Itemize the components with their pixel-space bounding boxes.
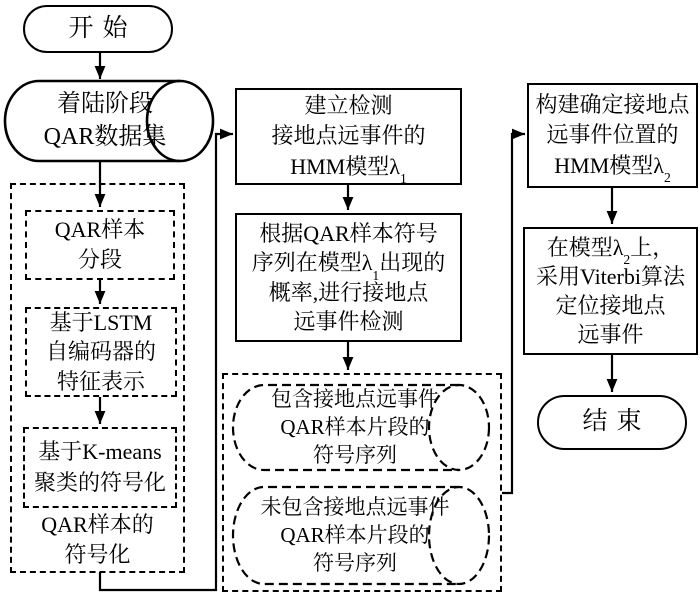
dataset-node [15,88,195,154]
seq-with-line1: 包含接地点远事件 [271,387,439,412]
build-hmm2-line3: HMM模型$\lambda_2$ [554,152,671,185]
kmeans-line1: 基于K-means [38,439,162,465]
viterbi-line4: 远事件 [577,322,644,348]
build-hmm2-node [527,83,698,188]
dataset-line2: QAR数据集 [43,124,167,150]
seq-without-event-node [245,494,465,578]
lambda2-subscript: 2 [623,252,631,268]
lambda2-subscript: 2 [663,169,671,185]
build-hmm1-line1: 建立检测 [304,92,393,118]
lstm-feature-node [25,307,177,397]
symbolization-group-label [12,509,183,571]
lstm-line2: 自编码器的 [45,339,156,365]
kmeans-line2: 聚类的符号化 [33,469,166,495]
detect-line2: 序列在模型$\lambda_1$出现的 [251,250,446,283]
seq-without-line2: QAR样本片段的 [280,523,430,548]
lstm-line3: 特征表示 [56,368,145,394]
build-hmm2-line1: 构建确定接地点 [535,91,690,117]
start-label: 开始 [68,14,137,42]
qar-segment-node [25,210,175,280]
seq-with-line3: 符号序列 [313,442,397,467]
seq-with-event-node [245,387,465,467]
symbolization-label-line2: 符号化 [64,542,131,567]
detect-event-node [235,213,462,342]
detect-line4: 远事件检测 [293,308,404,334]
viterbi-line1: 在模型$\lambda_2$上， [546,234,675,268]
connector-sequences-to-hmm2 [502,134,525,493]
viterbi-locate-node [523,227,698,355]
build-hmm1-node [235,88,462,185]
build-hmm1-line2: 接地点远事件的 [271,123,426,149]
seq-with-line2: QAR样本片段的 [280,415,430,440]
build-hmm2-line2: 远事件位置的 [546,122,679,148]
symbolization-label-line1: QAR样本的 [41,511,154,537]
kmeans-symbolize-node [23,427,177,508]
lambda1-subscript: 1 [372,267,380,283]
detect-line3: 概率,进行接地点 [268,279,429,305]
build-hmm1-line3: HMM模型$\lambda_1$ [290,153,407,186]
qar-segment-line1: QAR样本 [54,216,146,242]
viterbi-line2: 采用Viterbi算法 [536,263,685,289]
viterbi-line3: 定位接地点 [555,293,666,318]
seq-without-line1: 未包含接地点远事件 [260,495,450,520]
end-node [537,395,687,450]
lstm-line1: 基于LSTM [49,310,153,336]
seq-without-line3: 符号序列 [313,550,397,575]
qar-segment-line2: 分段 [77,247,122,272]
dataset-line1: 着陆阶段 [57,90,153,117]
detect-line1: 根据QAR样本符号 [259,221,438,247]
start-node [23,5,173,53]
lambda1-subscript: 1 [399,170,407,186]
end-label: 结束 [582,408,651,436]
